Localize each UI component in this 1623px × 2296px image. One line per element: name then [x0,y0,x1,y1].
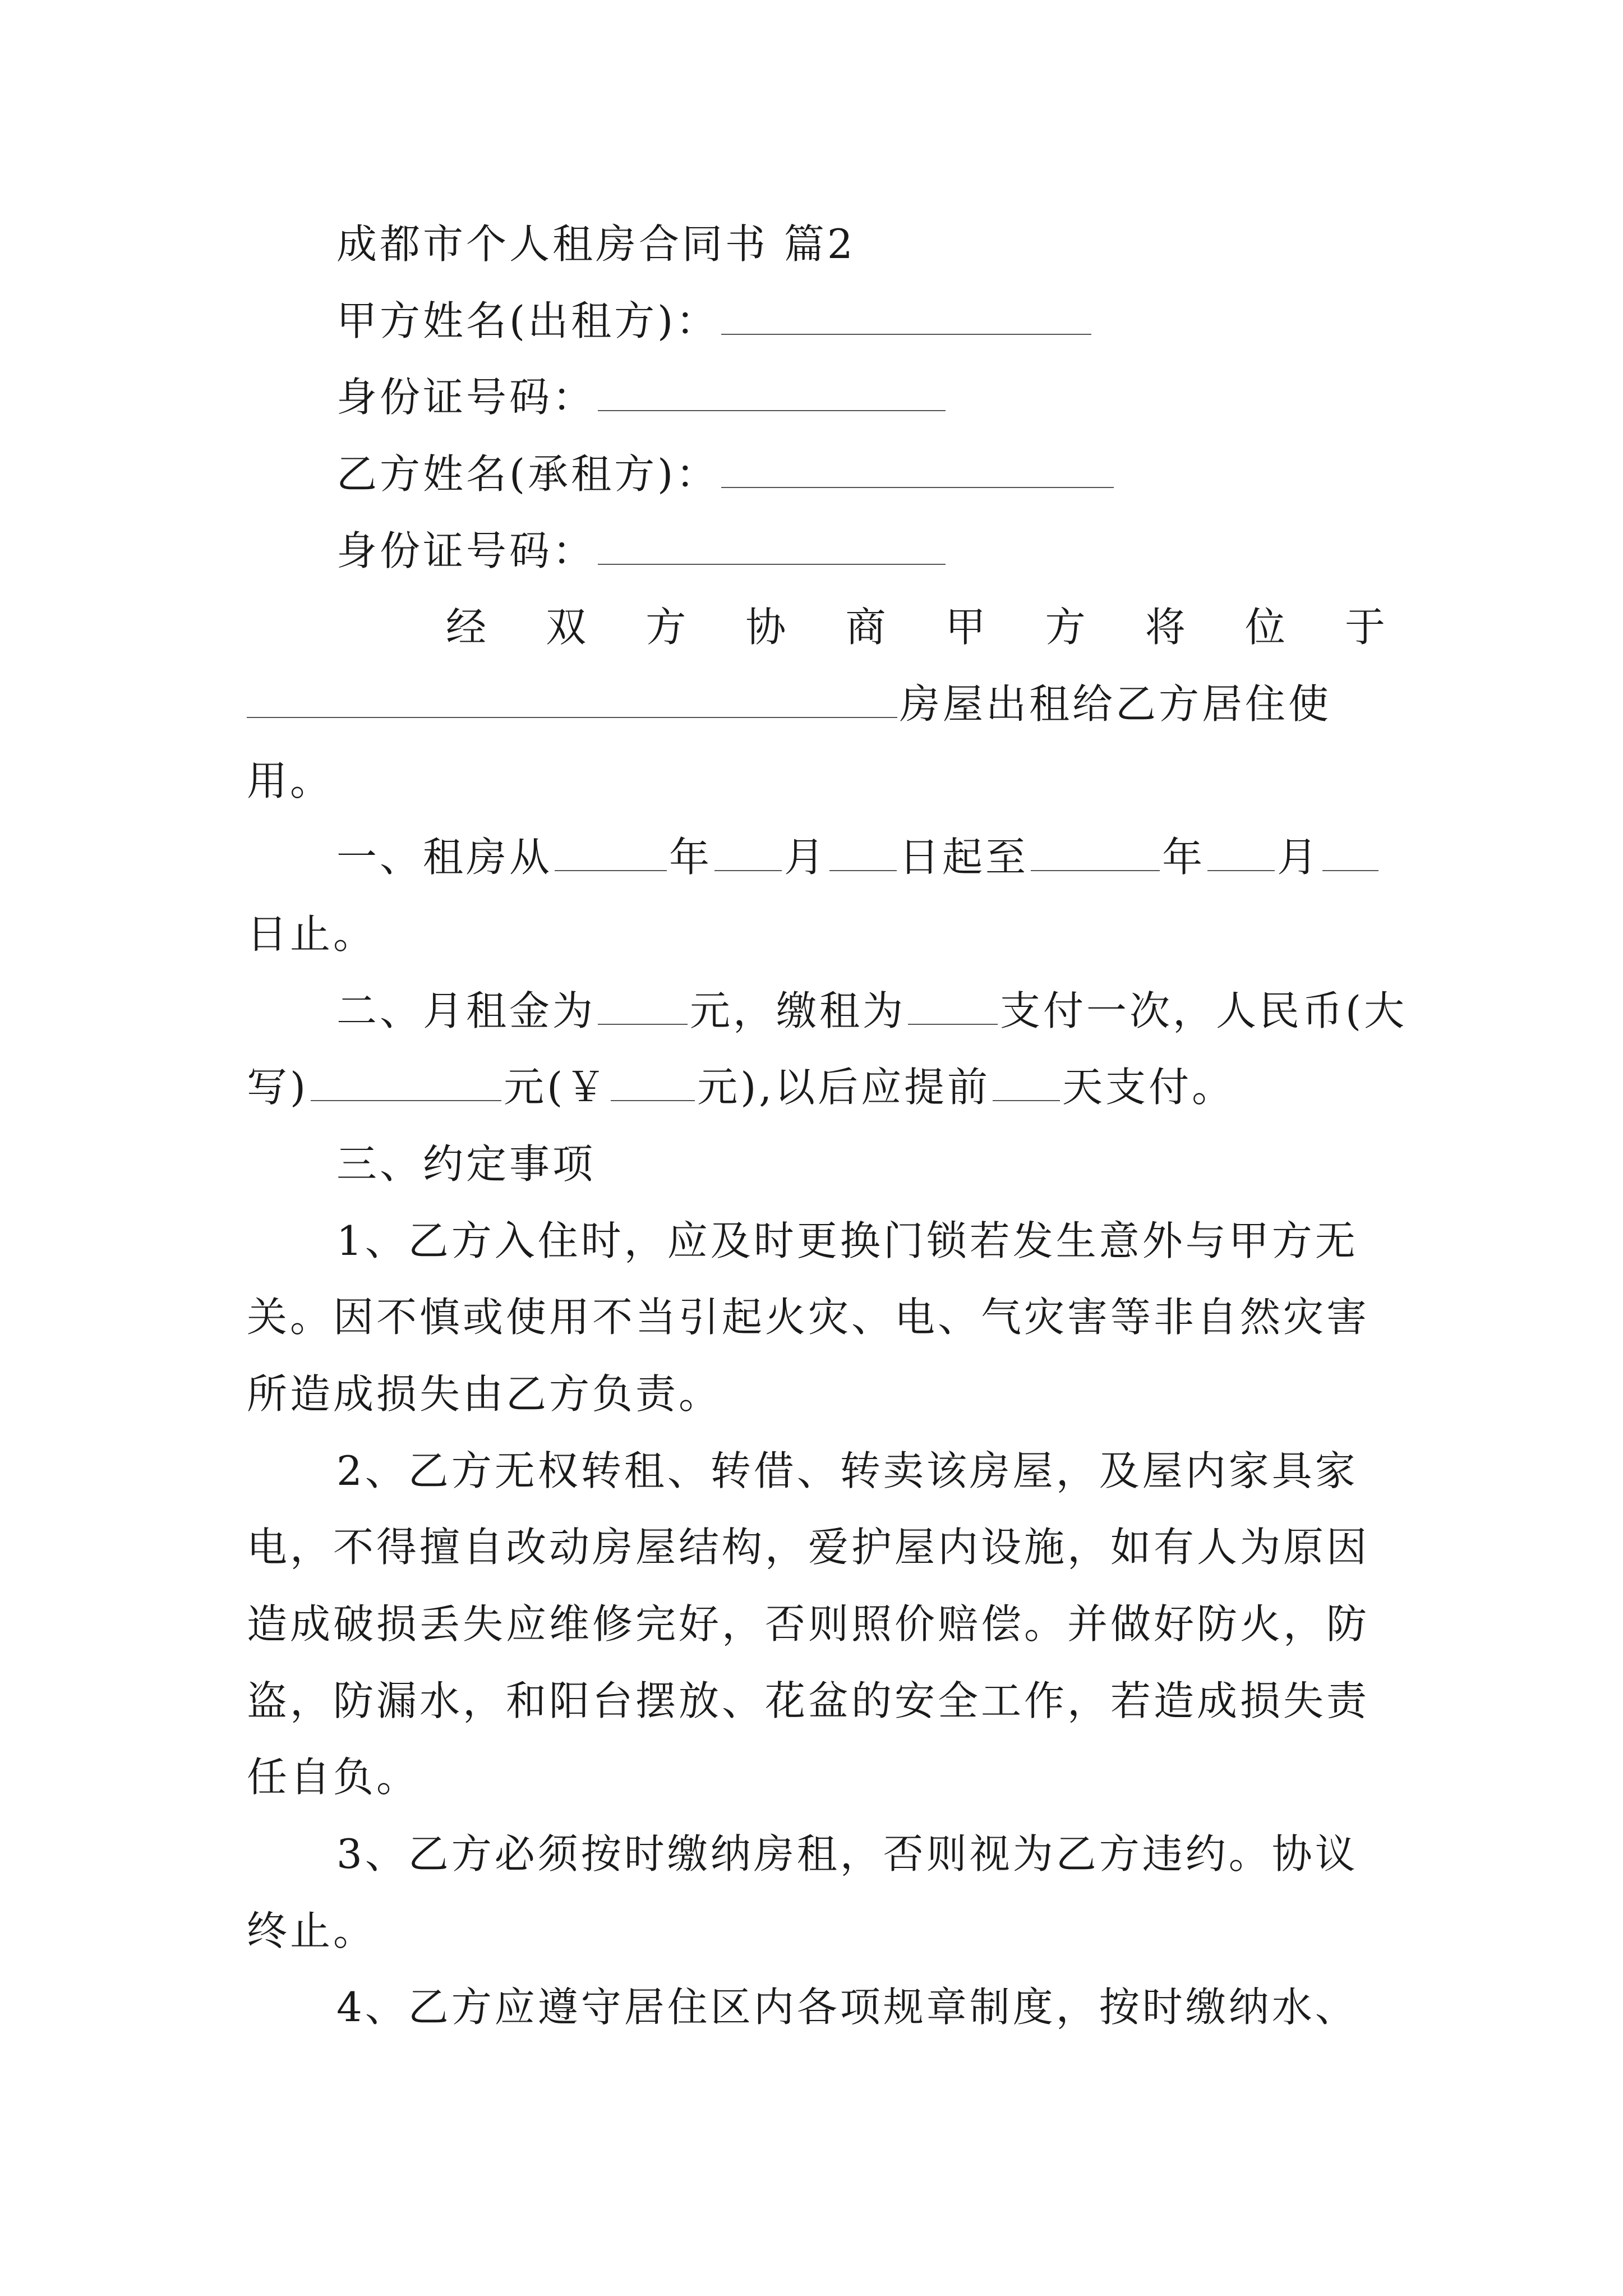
party-b-id-label: 身份证号码： [336,527,596,574]
start-month-label: 月 [784,834,828,881]
item-2-line-5: 任自负。 [247,1754,420,1801]
intro-char: 位 [1244,604,1288,651]
clause-2-rent-text: 元，缴租为 [690,987,906,1034]
start-year-label: 年 [669,834,713,881]
intro-line-3: 用。 [247,757,334,804]
end-year-label: 年 [1162,834,1206,881]
clause-2-days-text: 天支付。 [1062,1064,1235,1111]
clause-1-prefix: 一、租房从 [336,834,553,881]
intro-char: 双 [546,604,589,651]
advance-days-blank [993,1060,1060,1101]
start-day-label: 日起至 [899,834,1029,881]
clause-2-amount-words-text: 元(￥ [504,1064,609,1111]
payment-period-blank [908,983,998,1025]
party-b-id-blank [598,523,946,565]
intro-char: 方 [1045,604,1089,651]
party-a-name-row [336,293,1481,349]
clause-2-line-2 [247,1059,1391,1115]
intro-after-blank: 房屋出租给乙方居住使 [900,680,1332,728]
party-a-name-label: 甲方姓名(出租方)： [336,297,720,344]
end-day-blank [1322,830,1378,871]
intro-char: 将 [1145,604,1188,651]
item-4-line-1: 4、乙方应遵守居住区内各项规章制度，按时缴纳水、 [336,1984,1358,2031]
item-2-line-4: 盗，防漏水，和阳台摆放、花盆的安全工作，若造成损失责 [247,1677,1370,1724]
intro-char: 于 [1344,604,1388,651]
item-2-line-1: 2、乙方无权转租、转借、转卖该房屋，及屋内家具家 [336,1447,1358,1494]
amount-words-blank [311,1060,501,1101]
party-b-name-blank [721,447,1114,488]
clause-2-line-1 [336,983,1408,1039]
clause-1-line-2: 日止。 [247,910,377,958]
party-b-name-row [336,446,1481,502]
intro-char: 商 [845,604,889,651]
intro-char: 甲 [945,604,989,651]
party-b-id-row [336,523,1481,579]
party-a-id-blank [598,370,946,411]
start-day-blank [829,830,897,871]
item-2-line-3: 造成破损丢失应维修完好，否则照价赔偿。并做好防火，防 [247,1600,1370,1648]
end-month-label: 月 [1277,834,1321,881]
intro-char: 经 [446,604,490,651]
document-title: 成都市个人租房合同书 篇2 [336,220,856,268]
clause-2-line-2-start: 写) [247,1064,309,1111]
end-month-blank [1207,830,1275,871]
party-b-name-label: 乙方姓名(承租方)： [336,450,720,498]
intro-char: 方 [645,604,689,651]
intro-spread-line [446,599,1388,655]
item-3-line-1: 3、乙方必须按时缴纳房租，否则视为乙方违约。协议 [336,1830,1358,1878]
clause-2-prefix: 二、月租金为 [336,987,596,1034]
intro-char: 协 [745,604,789,651]
item-1-line-2: 关。因不慎或使用不当引起火灾、电、气灾害等非自然灾害 [247,1294,1370,1341]
clause-2-pay-once: 支付一次，人民币(大 [1000,987,1408,1034]
clause-3-heading: 三、约定事项 [336,1140,596,1188]
amount-number-blank [611,1060,695,1101]
item-1-line-1: 1、乙方入住时，应及时更换门锁若发生意外与甲方无 [336,1217,1358,1264]
clause-1-line-1 [336,829,1391,885]
property-address-blank [247,677,897,718]
item-1-line-3: 所造成损失由乙方负责。 [247,1370,722,1418]
clause-2-amount-number-text: 元),以后应提前 [697,1064,991,1111]
item-2-line-2: 电，不得擅自改动房屋结构，爱护屋内设施，如有人为原因 [247,1524,1370,1571]
party-a-id-label: 身份证号码： [336,374,596,421]
intro-line-2 [247,676,1391,732]
party-a-name-blank [721,293,1091,335]
party-a-id-row [336,369,1481,425]
item-3-line-2: 终止。 [247,1907,377,1954]
monthly-rent-blank [598,983,688,1025]
start-month-blank [714,830,782,871]
end-year-blank [1031,830,1160,871]
start-year-blank [555,830,667,871]
